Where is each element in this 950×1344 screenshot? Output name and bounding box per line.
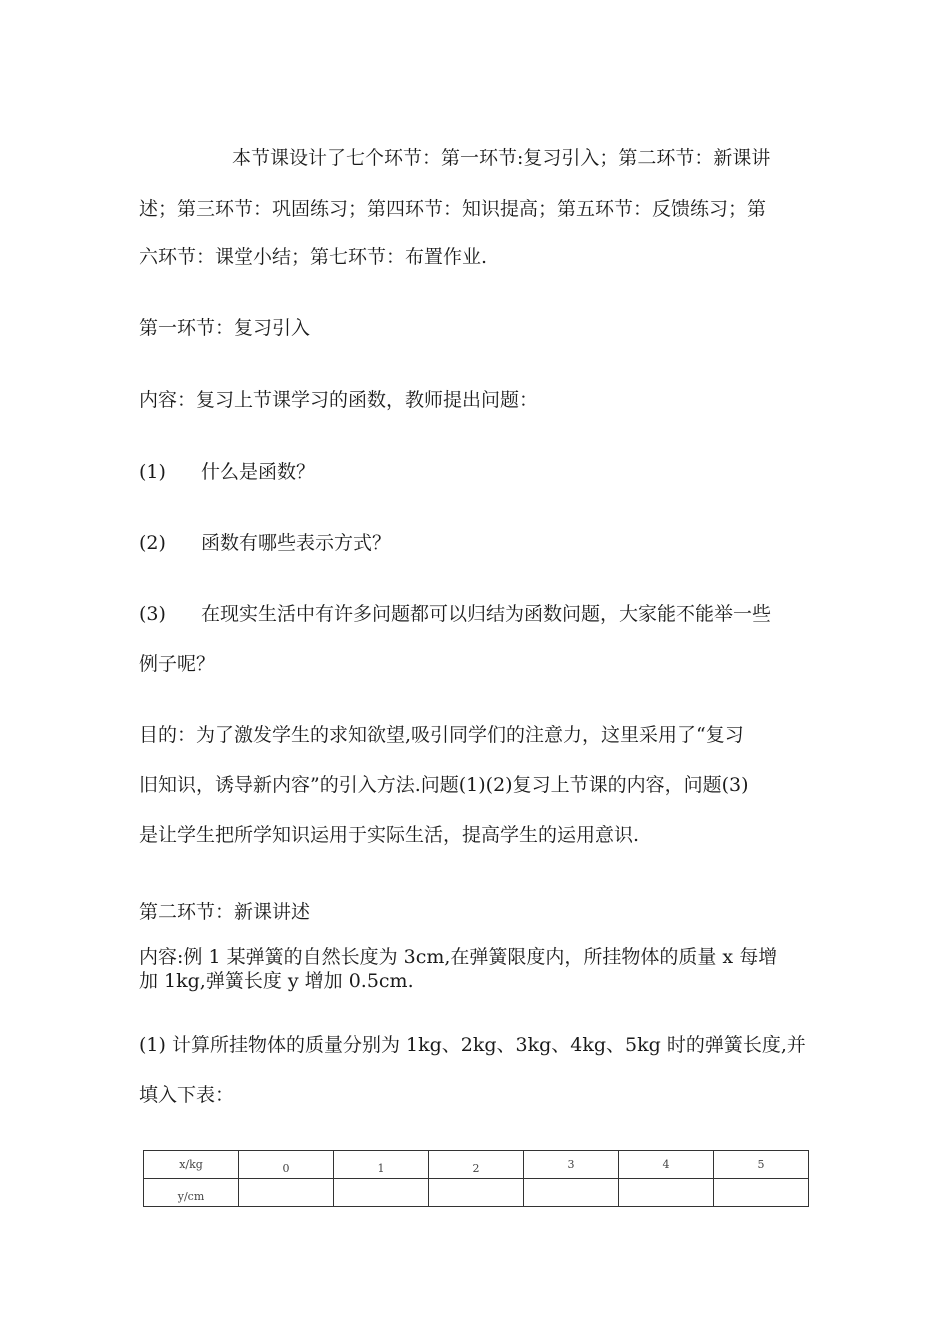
y-cell [239, 1179, 334, 1207]
x-cell: 1 [334, 1151, 429, 1179]
y-cell [334, 1179, 429, 1207]
x-cell: 5 [714, 1151, 809, 1179]
table-row-x [144, 1151, 809, 1179]
section-1-heading: 第一环节：复习引入 [139, 317, 311, 339]
question-1-number: (1) [139, 461, 166, 483]
question-1-text: 什么是函数？ [201, 461, 316, 483]
question-3-number: (3) [139, 603, 166, 625]
x-cell: 0 [239, 1151, 334, 1179]
question-2-text: 函数有哪些表示方式？ [201, 532, 392, 554]
x-cell: 4 [619, 1151, 714, 1179]
question-3 [139, 602, 771, 626]
intro-line-3: 六环节：课堂小结；第七环节：布置作业. [139, 246, 488, 268]
fill-in-table [143, 1150, 809, 1207]
y-cell [429, 1179, 524, 1207]
question-2 [139, 531, 391, 555]
question-2-number: (2) [139, 532, 166, 554]
y-cell [524, 1179, 619, 1207]
question-1 [139, 460, 315, 484]
intro-line-1: 本节课设计了七个环节：第一环节:复习引入；第二环节：新课讲 [232, 147, 771, 169]
purpose-line-3: 是让学生把所学知识运用于实际生活，提高学生的运用意识. [139, 824, 640, 846]
y-cell [714, 1179, 809, 1207]
row-header-x: x/kg [144, 1151, 239, 1179]
table-row-y [144, 1179, 809, 1207]
question-3-continuation: 例子呢？ [139, 653, 216, 675]
section-2-content-line-2: 加 1kg,弹簧长度 y 增加 0.5cm. [139, 970, 414, 992]
question-3-text: 在现实生活中有许多问题都可以归结为函数问题，大家能不能举一些 [201, 603, 772, 625]
row-header-y: y/cm [144, 1179, 239, 1207]
section-2-heading: 第二环节：新课讲述 [139, 901, 311, 923]
purpose-line-2: 旧知识，诱导新内容”的引入方法.问题(1)(2)复习上节课的内容，问题(3) [139, 774, 749, 796]
section-2-content-line-1: 内容:例 1 某弹簧的自然长度为 3cm,在弹簧限度内，所挂物体的质量 x 每增 [139, 946, 778, 968]
intro-line-2: 述；第三环节：巩固练习；第四环节：知识提高；第五环节：反馈练习；第 [139, 198, 767, 220]
y-cell [619, 1179, 714, 1207]
task-line-1: (1) 计算所挂物体的质量分别为 1kg、2kg、3kg、4kg、5kg 时的弹簧长度,并 [139, 1034, 806, 1056]
x-cell: 3 [524, 1151, 619, 1179]
section-1-content: 内容：复习上节课学习的函数，教师提出问题： [139, 389, 539, 411]
purpose-line-1: 目的：为了激发学生的求知欲望,吸引同学们的注意力，这里采用了“复习 [139, 724, 744, 746]
task-line-2: 填入下表： [139, 1084, 235, 1106]
x-cell: 2 [429, 1151, 524, 1179]
